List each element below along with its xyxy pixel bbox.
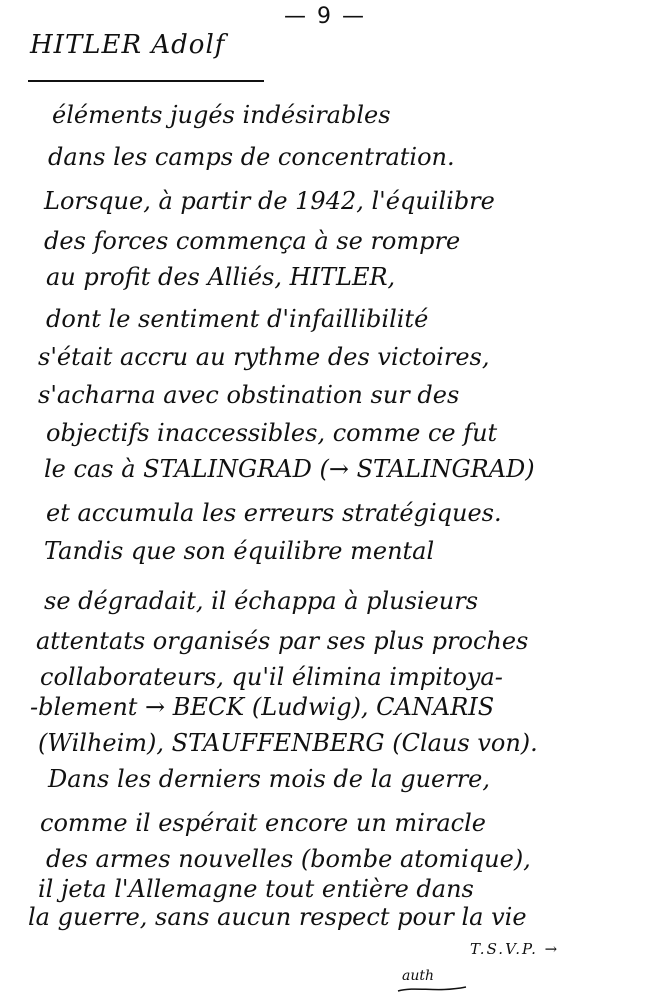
page-number: — 9 — (284, 4, 366, 29)
text-line-6: dont le sentiment d'infaillibilité (46, 305, 429, 333)
continuation-mark: T.S.V.P. → (470, 940, 560, 958)
text-line-2: dans les camps de concentration. (48, 143, 455, 171)
heading-underline (28, 80, 264, 82)
text-line-10: le cas à STALINGRAD (→ STALINGRAD) (44, 455, 535, 483)
text-line-20: des armes nouvelles (bombe atomique), (46, 845, 531, 873)
text-line-9: objectifs inaccessibles, comme ce fut (46, 419, 498, 447)
text-line-22: la guerre, sans aucun respect pour la vie (28, 903, 527, 931)
entry-heading: HITLER Adolf (30, 30, 226, 60)
text-line-16: -blement → BECK (Ludwig), CANARIS (30, 693, 495, 721)
text-line-14: attentats organisés par ses plus proches (36, 627, 529, 655)
text-line-8: s'acharna avec obstination sur des (38, 381, 460, 409)
text-line-12: Tandis que son équilibre mental (44, 537, 435, 565)
signature-flourish (396, 984, 468, 994)
text-line-1: éléments jugés indésirables (52, 101, 391, 129)
initials-signature: auth (402, 968, 435, 984)
text-line-17: (Wilheim), STAUFFENBERG (Claus von). (38, 729, 538, 757)
text-line-7: s'était accru au rythme des victoires, (38, 343, 490, 371)
text-line-18: Dans les derniers mois de la guerre, (48, 765, 491, 793)
text-line-5: au profit des Alliés, HITLER, (46, 263, 396, 291)
text-line-3: Lorsque, à partir de 1942, l'équilibre (44, 187, 495, 215)
text-line-11: et accumula les erreurs stratégiques. (46, 499, 502, 527)
text-line-15: collaborateurs, qu'il élimina impitoya- (40, 663, 503, 691)
text-line-13: se dégradait, il échappa à plusieurs (44, 587, 479, 615)
text-line-4: des forces commença à se rompre (44, 227, 461, 255)
text-line-21: il jeta l'Allemagne tout entière dans (38, 875, 474, 903)
text-line-19: comme il espérait encore un miracle (40, 809, 486, 837)
